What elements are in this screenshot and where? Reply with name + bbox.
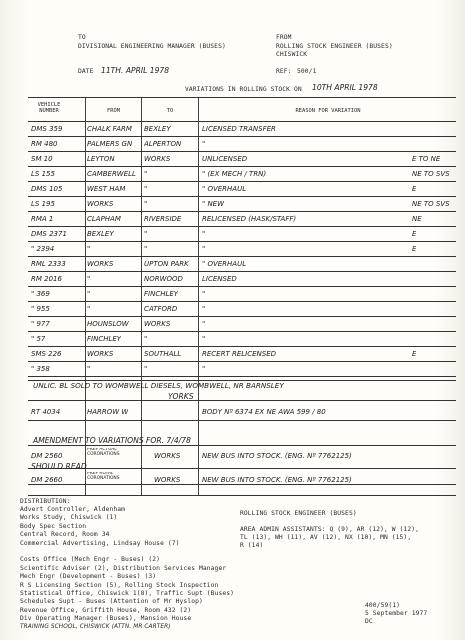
row-from: CLAPHAM bbox=[87, 215, 121, 223]
dm2560-to: WORKS bbox=[154, 452, 181, 460]
row-reason: RELICENSED (HASK/STAFF) bbox=[202, 215, 297, 223]
row-vehicle: RM 480 bbox=[31, 140, 58, 148]
row-reason: " bbox=[202, 140, 206, 148]
row-vehicle: DMS 105 bbox=[31, 185, 63, 193]
area-admin-2: TL (13), WH (11), AV (12), NX (10), MN (15), bbox=[240, 534, 412, 541]
row-from: CAMBERWELL bbox=[87, 170, 136, 178]
initials: DC bbox=[365, 618, 373, 625]
row-rule bbox=[28, 316, 456, 317]
row-vehicle: DMS 359 bbox=[31, 125, 63, 133]
row-to: UPTON PARK bbox=[144, 260, 189, 268]
row-vehicle: SM 10 bbox=[31, 155, 53, 163]
row-vehicle: " 955 bbox=[31, 305, 50, 313]
row-rule bbox=[28, 181, 456, 182]
rt-vehicle: RT 4034 bbox=[31, 408, 61, 416]
row-note: E bbox=[412, 185, 417, 193]
row-reason: RECERT RELICENSED bbox=[202, 350, 277, 358]
row-reason: " (EX MECH / TRN) bbox=[202, 170, 267, 178]
col-divider-3 bbox=[198, 97, 199, 495]
distribution-heading: DISTRIBUTION: bbox=[20, 498, 71, 505]
row-rule bbox=[28, 376, 456, 377]
row-vehicle: " 369 bbox=[31, 290, 50, 298]
row-from: BEXLEY bbox=[87, 230, 114, 238]
row-vehicle: SMS 226 bbox=[31, 350, 62, 358]
row-vehicle: " 977 bbox=[31, 320, 50, 328]
row-rule bbox=[28, 151, 456, 152]
row-rule bbox=[28, 346, 456, 347]
row-from: PALMERS GN bbox=[87, 140, 133, 148]
row-vehicle: " 57 bbox=[31, 335, 46, 343]
row-reason: " bbox=[202, 290, 206, 298]
distribution-line: Mech Engr (Development - Buses) (3) bbox=[20, 573, 157, 581]
row-from: " bbox=[87, 290, 91, 298]
table-header-rule bbox=[28, 121, 456, 122]
row-from: " bbox=[87, 245, 91, 253]
row-vehicle: LS 195 bbox=[31, 200, 55, 208]
dm2660-reason: NEW BUS INTO STOCK. (ENG. Nº 7762125) bbox=[202, 476, 352, 484]
row-from: FINCHLEY bbox=[87, 335, 122, 343]
row-to: " bbox=[144, 200, 148, 208]
dm2560-reason: NEW BUS INTO STOCK. (ENG. Nº 7762125) bbox=[202, 452, 352, 460]
date-label: DATE bbox=[78, 68, 94, 75]
row-reason: " bbox=[202, 230, 206, 238]
row-to: SOUTHALL bbox=[144, 350, 182, 358]
row-to: " bbox=[144, 245, 148, 253]
date-bottom: 5 September 1977 bbox=[365, 610, 428, 617]
row-reason: " bbox=[202, 320, 206, 328]
row-vehicle: RM 2016 bbox=[31, 275, 62, 283]
row-rule bbox=[28, 226, 456, 227]
row-from: " bbox=[87, 275, 91, 283]
row-from: " bbox=[87, 365, 91, 373]
row-reason: " bbox=[202, 305, 206, 313]
row-to: WORKS bbox=[144, 155, 171, 163]
row-from: HOUNSLOW bbox=[87, 320, 129, 328]
row-vehicle: RMA 1 bbox=[31, 215, 54, 223]
row-rule bbox=[28, 331, 456, 332]
row-rule bbox=[28, 256, 456, 257]
row-vehicle: RML 2333 bbox=[31, 260, 66, 268]
row-from: WORKS bbox=[87, 260, 114, 268]
row-to: NORWOOD bbox=[144, 275, 183, 283]
row-note: NE TO SVS bbox=[412, 200, 450, 208]
from-text: ROLLING STOCK ENGINEER (BUSES) bbox=[276, 43, 393, 50]
row-to: " bbox=[144, 185, 148, 193]
row-from: WORKS bbox=[87, 350, 114, 358]
row-note: E TO NE bbox=[412, 155, 441, 163]
header-vehicle: VEHICLE NUMBER bbox=[37, 102, 61, 114]
row-to: WORKS bbox=[144, 320, 171, 328]
rule-dm2660 bbox=[28, 484, 456, 485]
row-to: ALPERTON bbox=[144, 140, 182, 148]
from-place: CHISWICK bbox=[276, 51, 308, 58]
ref-bottom: 400/59(1) bbox=[365, 602, 401, 609]
rule-table-end bbox=[28, 495, 456, 496]
row-reason: " bbox=[202, 365, 206, 373]
row-rule bbox=[28, 361, 456, 362]
row-reason: " NEW bbox=[202, 200, 225, 208]
row-from: WEST HAM bbox=[87, 185, 126, 193]
distribution-line: Costs Office (Mech Engr - Buses) (2) bbox=[20, 556, 161, 564]
row-rule bbox=[28, 136, 456, 137]
rt-from: HARROW W bbox=[87, 408, 129, 416]
rule-rt bbox=[28, 400, 456, 401]
row-from: " bbox=[87, 305, 91, 313]
rule-amend bbox=[28, 445, 456, 446]
row-to: CATFORD bbox=[144, 305, 178, 313]
row-rule bbox=[28, 241, 456, 242]
distribution-line: Statistical Office, Chiswick 1(8), Traffic Supt (Buses) bbox=[20, 590, 235, 597]
row-from: CHALK FARM bbox=[87, 125, 132, 133]
area-admin-1: AREA ADMIN ASSISTANTS: Q (9), AR (12), W (12), bbox=[240, 526, 419, 533]
row-vehicle: " 2394 bbox=[31, 245, 55, 253]
row-reason: UNLICENSED bbox=[202, 155, 248, 163]
header-to: TO bbox=[166, 108, 174, 114]
unlic-line-1: UNLIC. BL SOLD TO WOMBWELL DIESELS, WOMBWELL, NR BARNSLEY bbox=[33, 381, 284, 390]
row-from: LEYTON bbox=[87, 155, 115, 163]
row-to: " bbox=[144, 170, 148, 178]
row-note: E bbox=[412, 350, 417, 358]
row-vehicle: DMS 2371 bbox=[31, 230, 67, 238]
row-to: FINCHLEY bbox=[144, 290, 179, 298]
row-reason: " OVERHAUL bbox=[202, 185, 247, 193]
to-label: TO bbox=[78, 34, 86, 41]
header-from: FROM bbox=[107, 108, 120, 114]
header-reason: REASON FOR VARIATION bbox=[295, 108, 361, 114]
from-label: FROM bbox=[276, 34, 292, 41]
row-note: E bbox=[412, 230, 417, 238]
rt-reason: BODY Nº 6374 EX NE AWA 599 / 80 bbox=[202, 408, 326, 416]
distribution-line: R S Licensing Section (5), Rolling Stock Inspection bbox=[20, 581, 219, 589]
row-reason: LICENSED TRANSFER bbox=[202, 125, 276, 133]
distribution-line: Commercial Advertising, Lindsay House (7) bbox=[20, 539, 180, 547]
distribution-line: TRAINING SCHOOL, CHISWICK (ATTN. MR CARTER) bbox=[20, 623, 171, 630]
unlic-line-2: YORKS bbox=[168, 392, 194, 401]
rse-title: ROLLING STOCK ENGINEER (BUSES) bbox=[240, 510, 357, 517]
row-rule bbox=[28, 271, 456, 272]
row-rule bbox=[28, 211, 456, 212]
distribution-line: Scientific Adviser (2), Distribution Services Manager bbox=[20, 564, 227, 572]
row-to: " bbox=[144, 335, 148, 343]
row-note: NE bbox=[412, 215, 422, 223]
row-reason: " bbox=[202, 245, 206, 253]
row-to: RIVERSIDE bbox=[144, 215, 182, 223]
dm2560-from: PREF ACTUAL CORONATIONS bbox=[87, 448, 120, 457]
row-vehicle: LS 155 bbox=[31, 170, 55, 178]
row-rule bbox=[28, 196, 456, 197]
row-to: BEXLEY bbox=[144, 125, 171, 133]
row-vehicle: " 358 bbox=[31, 365, 50, 373]
dm2660-to: WORKS bbox=[154, 476, 181, 484]
amendment-line: AMENDMENT TO VARIATIONS FOR. 7/4/78 bbox=[33, 436, 191, 445]
distribution-line: Schedules Supt - Buses (Attention of Mr Hyslop) bbox=[20, 598, 203, 606]
ref-value: 500/1 bbox=[297, 68, 317, 75]
ref-label: REF: bbox=[276, 68, 292, 75]
to-text: DIVISIONAL ENGINEERING MANAGER (BUSES) bbox=[78, 43, 226, 50]
row-note: NE TO SVS bbox=[412, 170, 450, 178]
row-rule bbox=[28, 286, 456, 287]
area-admin-3: R (14) bbox=[240, 542, 264, 549]
distribution-line: Central Record, Room 34 bbox=[20, 531, 110, 539]
row-from: WORKS bbox=[87, 200, 114, 208]
table-top-rule bbox=[28, 97, 456, 98]
row-to: " bbox=[144, 230, 148, 238]
title-typed: VARIATIONS IN ROLLING STOCK ON bbox=[185, 86, 302, 93]
should-read: SHOULD READ bbox=[31, 462, 87, 471]
dm2660-vehicle: DM 2660 bbox=[31, 476, 63, 484]
distribution-line: Advert Controller, Aldenham bbox=[20, 506, 126, 513]
row-to: " bbox=[144, 365, 148, 373]
date-value: 11TH. APRIL 1978 bbox=[101, 66, 170, 75]
distribution-line: Body Spec Section bbox=[20, 522, 87, 530]
row-reason: " OVERHAUL bbox=[202, 260, 247, 268]
dm2560-vehicle: DM 2560 bbox=[31, 452, 63, 460]
row-reason: " bbox=[202, 335, 206, 343]
rule-should bbox=[28, 468, 456, 469]
distribution-line: Div Operating Manager (Buses), Mansion House bbox=[20, 615, 192, 623]
distribution-line: Works Study, Chiswick (1) bbox=[20, 514, 118, 522]
dm2660-from: PREF ROYAL CORONATIONS bbox=[87, 472, 120, 481]
row-note: E bbox=[412, 245, 417, 253]
row-reason: LICENSED bbox=[202, 275, 237, 283]
rule-rt-bottom bbox=[28, 420, 456, 421]
distribution-line: Revenue Office, Griffith House, Room 432 (2) bbox=[20, 606, 192, 614]
row-rule bbox=[28, 301, 456, 302]
row-rule bbox=[28, 166, 456, 167]
title-date: 10TH APRIL 1978 bbox=[312, 83, 378, 92]
